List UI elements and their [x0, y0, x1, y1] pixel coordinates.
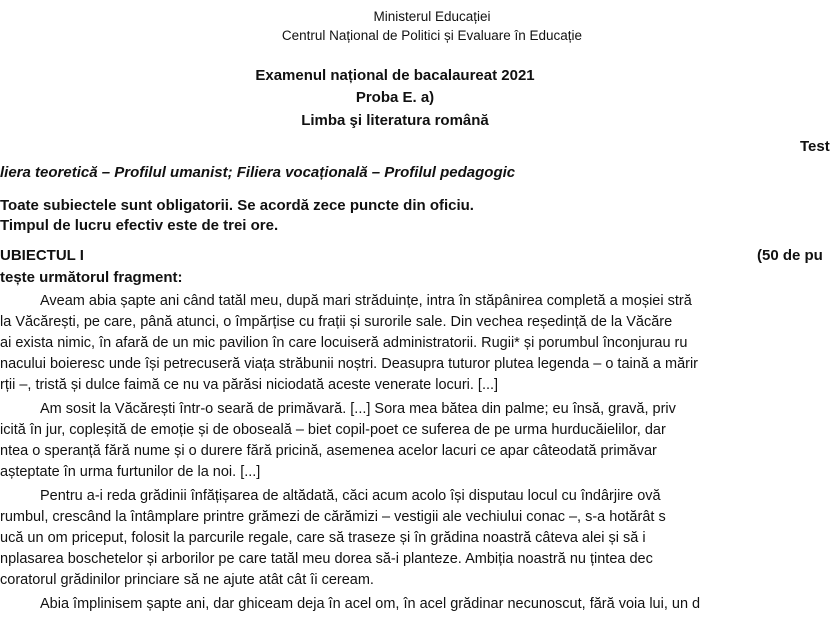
fragment-line: Pentru a-i reda grădinii înfățișarea de altădată, căci acum acolo își disputau locul cu îndârjire ovă — [40, 488, 661, 504]
exam-proba: Proba E. a) — [355, 89, 435, 106]
center-name: Centrul Național de Politici și Evaluare în Educație — [281, 28, 583, 43]
fragment-line: așteptate în urma furtunilor de la noi. [...] — [0, 464, 261, 480]
fragment-line: coratorul grădinilor princiare să ne ajute atât cât îi ceream. — [0, 572, 374, 588]
fragment-line: rții –, tristă și dulce faimă ce nu va părăsi niciodată aceste venerate locuri. [...] — [0, 377, 499, 393]
exam-title: Examenul național de bacalaureat 2021 — [255, 67, 535, 84]
fragment-line: ai exista nimic, în afară de un mic pavilion în care locuiseră administratorii. Rugii* și porumbul înconjurau ru — [0, 335, 688, 351]
subject-points: (50 de pu — [757, 247, 823, 264]
fragment-line: nplasarea boschetelor și arborilor pe care tatăl meu dorea să-i planteze. Ambiția noastră nu țintea dec — [0, 551, 653, 567]
read-instruction: tește următorul fragment: — [0, 269, 183, 286]
ministry-name: Ministerul Educației — [373, 9, 491, 24]
rule-mandatory: Toate subiectele sunt obligatorii. Se acordă zece puncte din oficiu. — [0, 197, 474, 214]
fragment-line: ucă un om priceput, folosit la parcurile regale, care să traseze și în grădina noastră câteva alei și să i — [0, 530, 646, 546]
fragment-line: nacului boieresc unde își petrecuseră viața străbunii noștri. Deasupra tuturor plutea legenda – o taină a mărir — [0, 356, 699, 372]
profile-line: liera teoretică – Profilul umanist; Filiera vocațională – Profilul pedagogic — [0, 164, 516, 181]
exam-subject: Limba şi literatura română — [301, 112, 489, 129]
fragment-line: la Văcărești, pe care, până atunci, o împărțise cu frații și surorile sale. Din vechea reședință de la Văcăre — [0, 314, 673, 330]
fragment-line: Aveam abia șapte ani când tatăl meu, după mari străduințe, intra în stăpânirea completă a moșiei stră — [40, 293, 692, 309]
fragment-line: ntea o speranță fără nume și o durere fără pricină, asemenea acelor lacuri ce apar câteodată primăvar — [0, 443, 657, 459]
test-label: Test — [800, 138, 830, 155]
rule-time: Timpul de lucru efectiv este de trei ore. — [0, 217, 279, 234]
fragment-line: rumbul, crescând la întâmplare printre grămezi de cărămizi – vestigii ale vechiului conac –, s-a hotărât s — [0, 509, 666, 525]
fragment-line: Abia împlinisem șapte ani, dar ghiceam deja în acel om, în acel grădinar necunoscut, fără voia lui, un d — [40, 596, 701, 612]
fragment-line: icită în jur, copleșită de emoție și de oboseală – biet copil-poet ce suferea de pe urma hurducăielilor, dar — [0, 422, 666, 438]
subject-heading: UBIECTUL I — [0, 247, 84, 264]
fragment-line: Am sosit la Văcărești într-o seară de primăvară. [...] Sora mea bătea din palme; eu însă, gravă, priv — [40, 401, 676, 417]
